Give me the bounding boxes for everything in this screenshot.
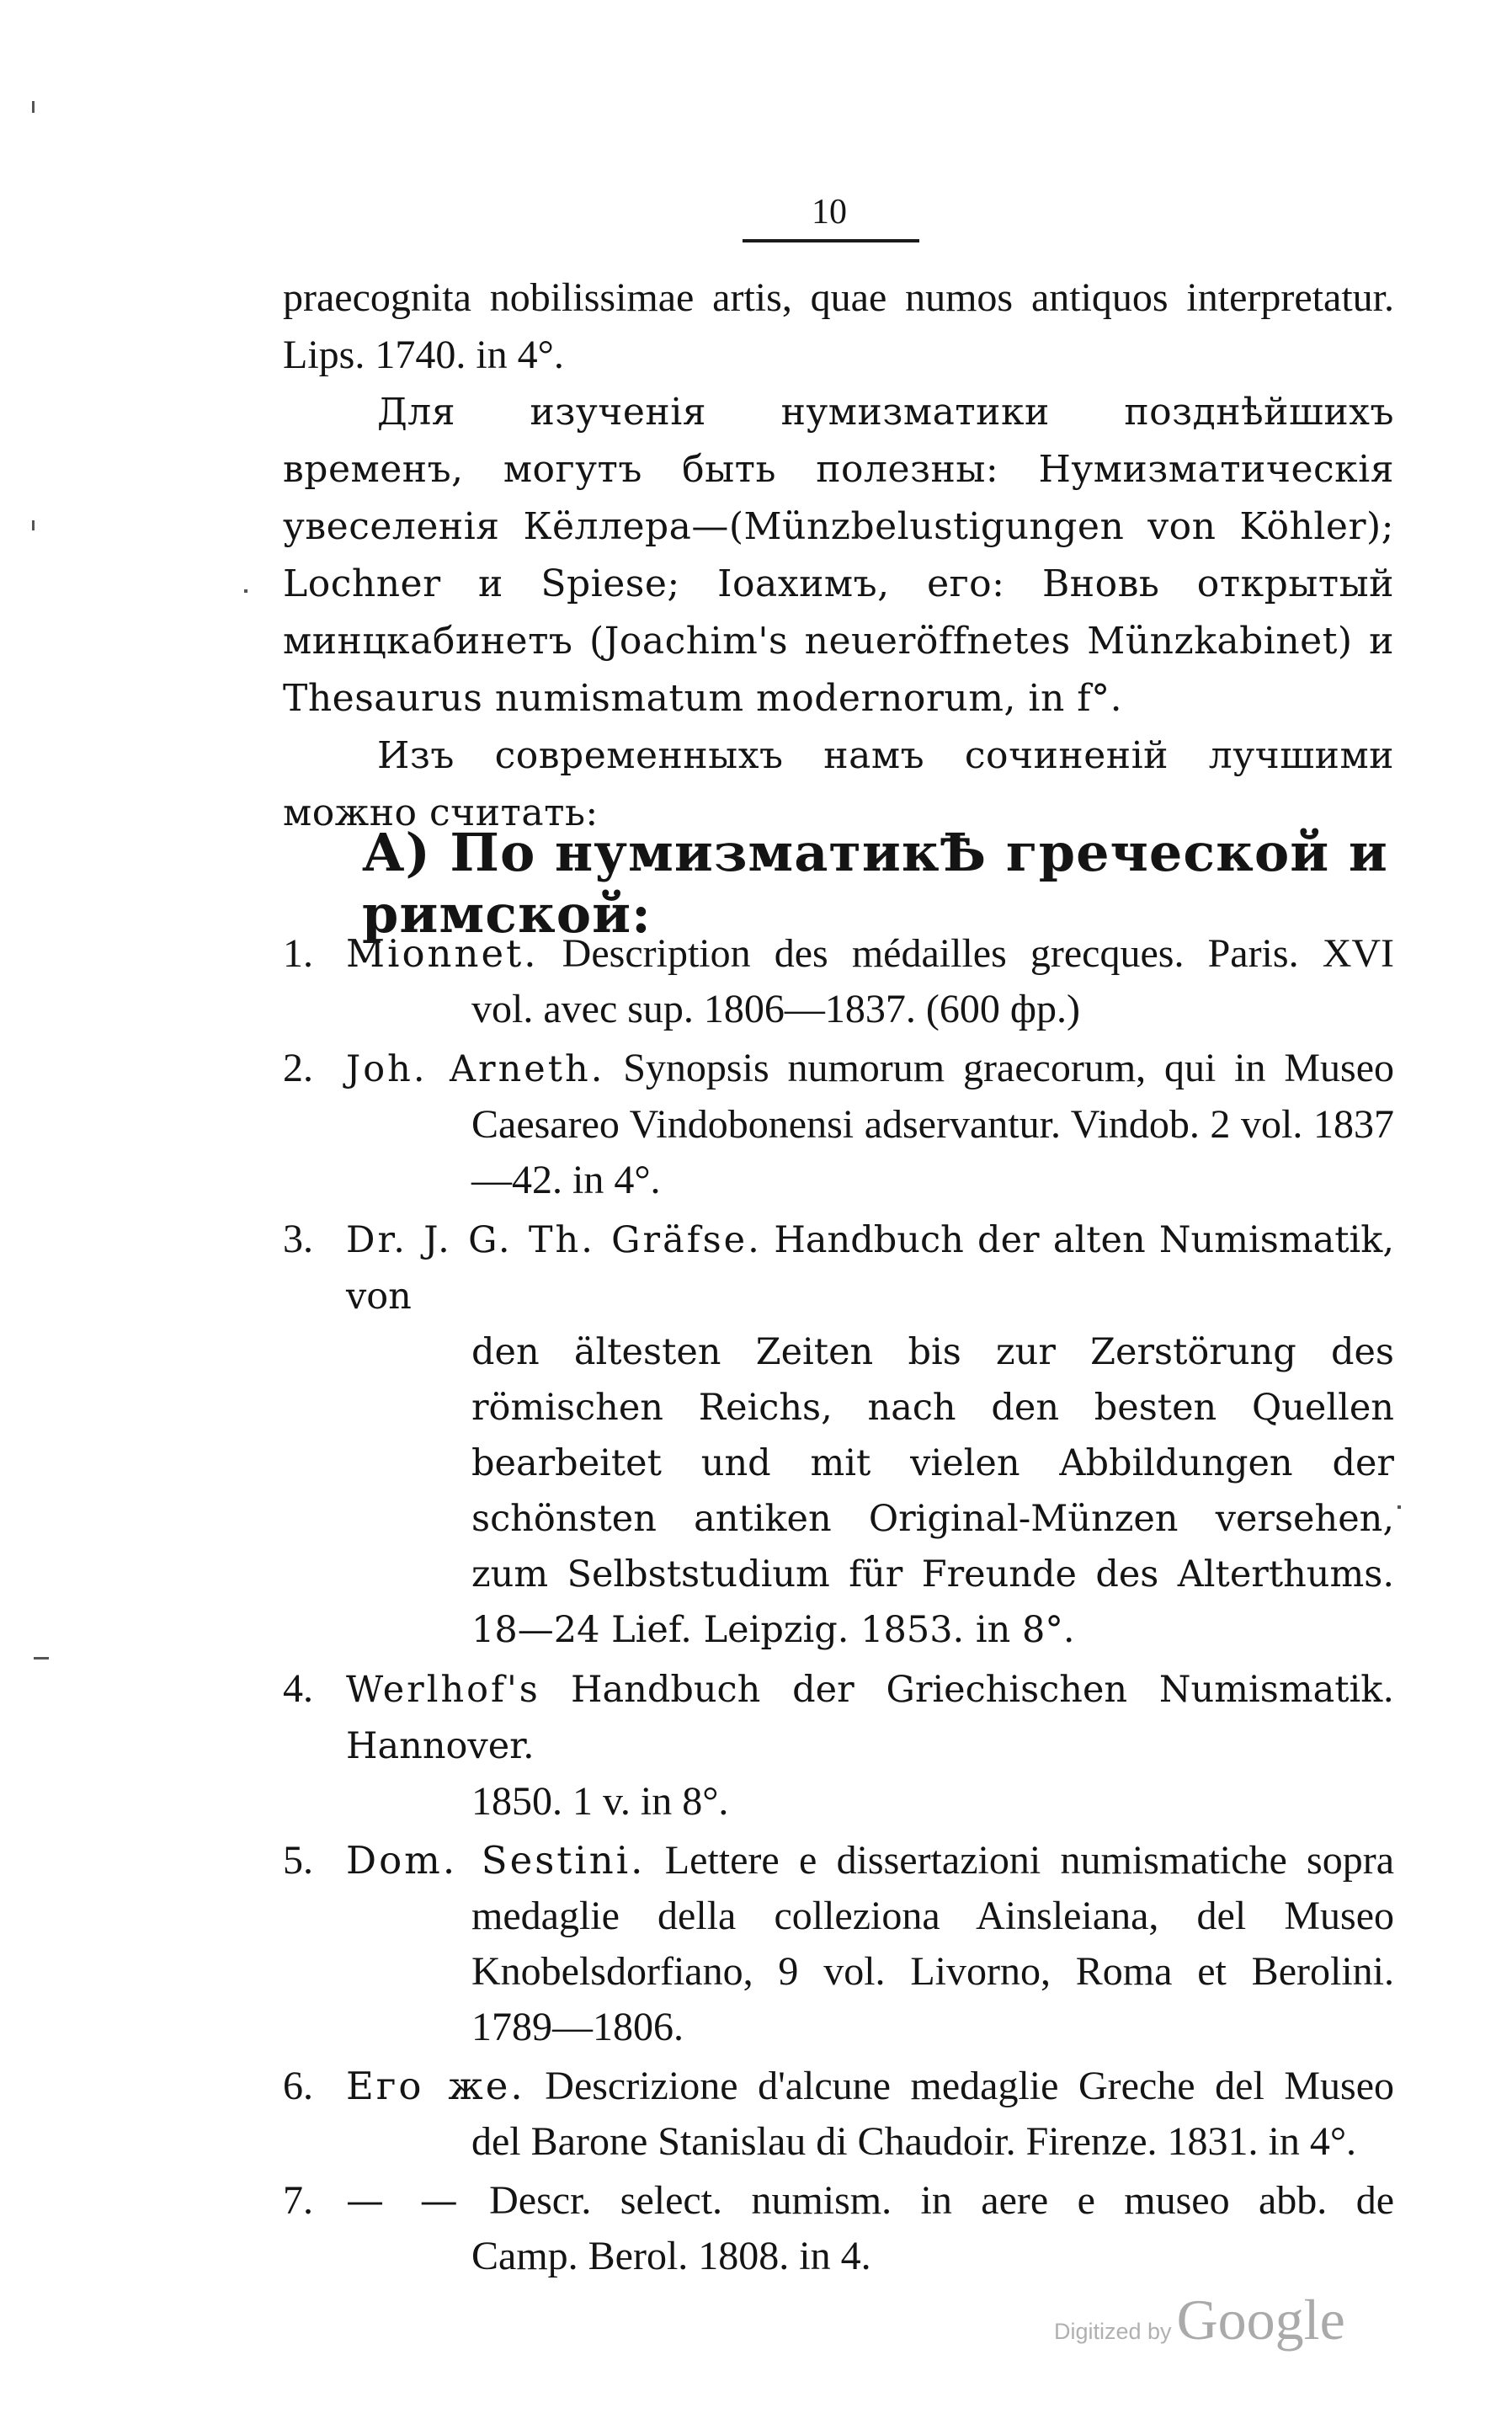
page-number: 10 xyxy=(812,193,847,232)
entry-author: Его же. xyxy=(346,2064,525,2108)
section-heading: А) По нумизматикѢ греческой и римской: xyxy=(362,822,1388,945)
entry-body xyxy=(346,1041,1394,1208)
entry-first-line xyxy=(346,1041,1394,1097)
intro-text xyxy=(283,269,1394,842)
entry-author: Joh. Arneth. xyxy=(346,1048,605,1090)
entry-author: — — xyxy=(346,2178,461,2223)
entry-body xyxy=(346,2059,1394,2170)
watermark-prefix: Digitized by xyxy=(1054,2319,1172,2344)
list-item xyxy=(283,2059,1394,2170)
paragraph-later-numismatics: Для изученія нумизматики позднѣйшихъ временъ, могутъ быть полезны: Нумизматическія увеселенія Кёллера—(Münzbelustigungen von Köhler); Lochner и Spiese; Іоахимъ, его: Вновь открытый минцкабинетъ (Joachim's neueröffnetes Münzkabinet) и Thesaurus numismatum modernorum, in f°. xyxy=(283,391,1394,720)
margin-tick-mark xyxy=(1398,1505,1401,1509)
entry-first-line xyxy=(346,1661,1394,1774)
list-item xyxy=(283,926,1394,1037)
entry-body xyxy=(346,1212,1394,1658)
list-item xyxy=(283,1041,1394,1208)
entry-first-line xyxy=(346,1212,1394,1324)
paragraph-best-works: Изъ современныхъ намъ сочиненій лучшими можно считать: xyxy=(283,734,1394,834)
entry-title: Handbuch der Griechischen Numismatik. Hannover. xyxy=(346,1669,1394,1767)
margin-tick-mark xyxy=(32,101,35,113)
entry-number: 4. xyxy=(283,1666,313,1711)
entry-body xyxy=(346,2173,1394,2284)
paragraph-latin-title: praecognita nobilissimae artis, quae numos antiquos interpretatur. Lips. 1740. in 4°. xyxy=(283,275,1394,377)
entry-author: Mionnet. xyxy=(346,931,539,976)
entry-body xyxy=(346,926,1394,1037)
entry-number: 3. xyxy=(283,1217,313,1261)
bibliography-list xyxy=(283,926,1394,2288)
digitized-by-google-watermark xyxy=(1054,2287,1345,2353)
entry-author: Dr. J. G. Th. Gräfse. xyxy=(346,1219,762,1261)
entry-author: Dom. Sestini. xyxy=(346,1838,646,1883)
list-item xyxy=(283,1833,1394,2055)
entry-number: 6. xyxy=(283,2064,313,2108)
margin-tick-mark xyxy=(32,520,35,530)
entry-title: Lettere e dissertazioni numismatiche sopra xyxy=(664,1838,1395,1883)
entry-title: Description des médailles grecques. Paris. XVI xyxy=(562,931,1395,976)
entry-first-line xyxy=(346,2173,1394,2229)
entry-continuation: medaglie della colleziona Ainsleiana, del Museo Knobelsdorfiano, 9 vol. Livorno, Roma et Berolini. 1789—1806. xyxy=(471,1894,1394,2049)
entry-first-line xyxy=(346,2059,1394,2114)
google-logo: Google xyxy=(1176,2288,1345,2352)
entry-continuation: 1850. 1 v. in 8°. xyxy=(471,1779,729,1824)
entry-continuation: den ältesten Zeiten bis zur Zerstörung des römischen Reichs, nach den besten Quellen bearbeitet und mit vielen Abbildungen der schönsten antiken Original-Münzen versehen, zum Selbststudium für Freunde des Alterthums. 18—24 Lief. Leipzig. 1853. in 8°. xyxy=(471,1331,1394,1651)
entry-body xyxy=(346,1661,1394,1830)
margin-tick-mark xyxy=(34,1657,49,1660)
entry-number: 7. xyxy=(283,2178,313,2223)
entry-title: Descrizione d'alcune medaglie Greche del Museo xyxy=(545,2064,1394,2108)
entry-continuation: Camp. Berol. 1808. in 4. xyxy=(471,2234,871,2278)
list-item xyxy=(283,1661,1394,1830)
entry-number: 1. xyxy=(283,931,313,976)
page-number-rule xyxy=(743,239,919,242)
entry-author: Werlhof's xyxy=(346,1669,540,1711)
list-item xyxy=(283,1212,1394,1658)
entry-number: 5. xyxy=(283,1838,313,1883)
entry-continuation: del Barone Stanislau di Chaudoir. Firenze. 1831. in 4°. xyxy=(471,2119,1357,2164)
list-item xyxy=(283,2173,1394,2284)
margin-tick-mark xyxy=(244,589,248,593)
entry-continuation: vol. avec sup. 1806—1837. (600 фр.) xyxy=(471,987,1080,1031)
entry-number: 2. xyxy=(283,1046,313,1090)
entry-title: Handbuch der alten Numismatik, von xyxy=(346,1219,1395,1318)
entry-body xyxy=(346,1833,1394,2055)
entry-continuation: Caesareo Vindobonensi adservantur. Vindob. 2 vol. 1837—42. in 4°. xyxy=(471,1102,1394,1202)
entry-title: Synopsis numorum graecorum, qui in Museo xyxy=(623,1046,1394,1090)
entry-first-line xyxy=(346,926,1394,982)
entry-first-line xyxy=(346,1833,1394,1889)
entry-title: Descr. select. numism. in aere e museo abb. de xyxy=(489,2178,1394,2223)
